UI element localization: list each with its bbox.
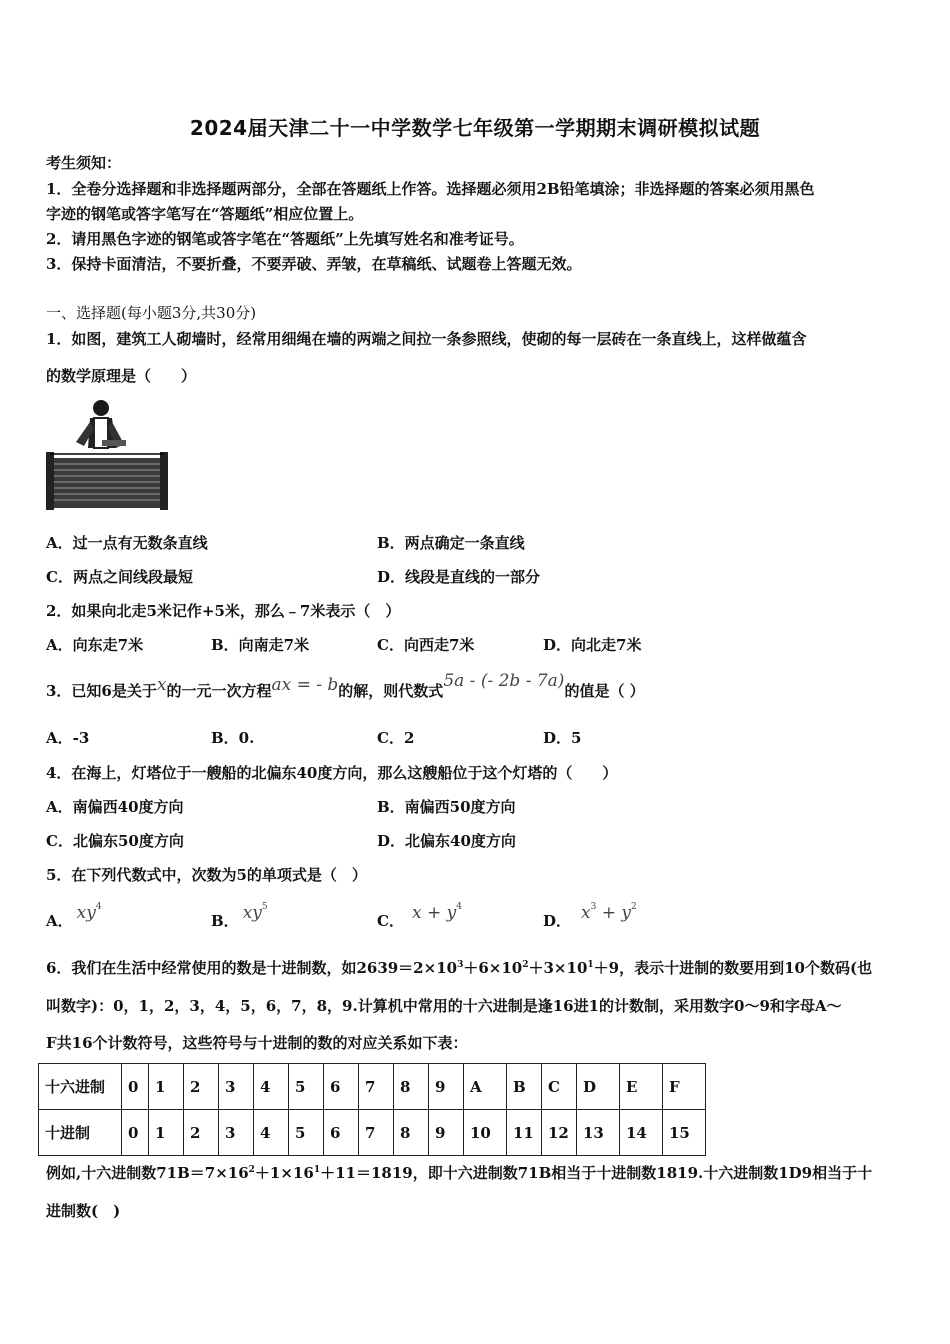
table-cell: F <box>663 1064 706 1110</box>
q2-stem: 2．如果向北走5米记作+5米，那么﹣7米表示（ ） <box>46 602 401 620</box>
table-cell: 4 <box>254 1110 289 1156</box>
q6-exponent-2: 2 <box>522 960 529 970</box>
q5-c-base: x + y <box>411 903 457 923</box>
q6-example-exponent-2: 1 <box>313 1165 321 1175</box>
table-cell: B <box>507 1064 542 1110</box>
q5-a-base: xy <box>76 903 96 923</box>
q6-stem-line3: F共16个计数符号，这些符号与十进制的数的对应关系如下表： <box>46 1034 468 1052</box>
q3-option-b: B．0. <box>211 729 255 747</box>
table-cell: 1 <box>149 1064 184 1110</box>
table-cell: 7 <box>359 1110 394 1156</box>
q3-text-3: 的解，则代数式 <box>338 682 444 700</box>
table-cell: 2 <box>184 1064 219 1110</box>
table-cell: D <box>577 1064 620 1110</box>
q6-example-line <box>46 1162 872 1183</box>
q1-stem-line1: 1．如图，建筑工人砌墙时，经常用细绳在墙的两端之间拉一条参照线，使砌的每一层砖在一条直线上，这样做蕴含 <box>46 330 807 348</box>
q4-option-c: C．北偏东50度方向 <box>46 832 184 850</box>
table-cell: 十六进制 <box>39 1064 122 1110</box>
q6-stem-line2: 叫数字)：0，1，2，3，4，5，6，7，8，9.计算机中常用的十六进制是逢16进1的计数制，采用数字0～9和字母A～ <box>46 997 842 1015</box>
q5-option-b-expr <box>243 903 268 923</box>
q5-option-a <box>46 902 102 931</box>
table-cell: 6 <box>324 1064 359 1110</box>
section-heading: 一、选择题(每小题3分,共30分) <box>46 304 257 322</box>
table-cell: A <box>464 1064 507 1110</box>
q6-example-text-3: ＋11＝1819，即十六进制数71B相当于十进制数1819.十六进制数1D9相当于十 <box>320 1164 873 1182</box>
table-cell: 3 <box>219 1064 254 1110</box>
table-cell: 8 <box>394 1064 429 1110</box>
q2-option-d: D．向北走7米 <box>543 636 642 654</box>
q6-stem-line1 <box>46 957 872 978</box>
q6-text-3: ＋3×10 <box>528 959 588 977</box>
q2-option-c: C．向西走7米 <box>377 636 475 654</box>
table-cell: 13 <box>577 1110 620 1156</box>
table-cell: 7 <box>359 1064 394 1110</box>
q3-stem <box>46 671 645 701</box>
table-cell: 14 <box>620 1110 663 1156</box>
q6-example-exponent-1: 2 <box>248 1165 255 1175</box>
table-cell: 12 <box>542 1110 577 1156</box>
table-cell: 15 <box>663 1110 706 1156</box>
q5-stem: 5．在下列代数式中，次数为5的单项式是（ ） <box>46 866 367 884</box>
hex-decimal-table <box>38 1063 706 1156</box>
q6-text-1: 6．我们在生活中经常使用的数是十进制数，如2639＝2×10 <box>46 959 458 977</box>
q5-d-exponent-1: 3 <box>590 902 597 912</box>
table-cell: 10 <box>464 1110 507 1156</box>
q3-text-2: 的一元一次方程 <box>166 682 272 700</box>
table-cell: 5 <box>289 1110 324 1156</box>
table-cell: 5 <box>289 1064 324 1110</box>
notice-heading: 考生须知： <box>46 154 122 172</box>
table-cell: 11 <box>507 1110 542 1156</box>
q5-option-d <box>543 902 637 931</box>
q3-option-c: C．2 <box>377 729 415 747</box>
q4-stem: 4．在海上，灯塔位于一艘船的北偏东40度方向，那么这艘船位于这个灯塔的（ ） <box>46 764 618 782</box>
table-cell: 4 <box>254 1064 289 1110</box>
q5-c-exponent: 4 <box>456 902 462 912</box>
q5-d-plus-y: + y <box>596 903 631 923</box>
table-cell: 十进制 <box>39 1110 122 1156</box>
q6-exponent-1: 3 <box>457 960 464 970</box>
q4-option-a: A．南偏西40度方向 <box>46 798 184 816</box>
q5-option-c-label: C． <box>377 912 404 930</box>
q3-option-d: D．5 <box>543 729 582 747</box>
q3-text-1: 3．已知6是关于 <box>46 682 157 700</box>
q6-example-text-1: 例如,十六进制数71B＝7×16 <box>46 1164 249 1182</box>
notice-item: 2．请用黑色字迹的钢笔或答字笔在“答题纸”上先填写姓名和准考证号。 <box>46 230 524 248</box>
table-cell: 3 <box>219 1110 254 1156</box>
q5-d-exponent-2: 2 <box>631 902 637 912</box>
table-cell: 6 <box>324 1110 359 1156</box>
q3-text-4: 的值是（ ） <box>564 682 645 700</box>
q6-text-2: ＋6×10 <box>463 959 523 977</box>
q5-b-base: xy <box>242 903 262 923</box>
table-cell: 0 <box>122 1110 149 1156</box>
q5-b-exponent: 5 <box>261 902 268 912</box>
q3-expression: 5a - (- 2b - 7a) <box>443 671 565 691</box>
q5-option-b-label: B． <box>211 912 239 930</box>
table-row-decimal <box>39 1110 706 1156</box>
q1-option-d: D．线段是直线的一部分 <box>377 568 541 586</box>
q3-variable: x <box>156 675 167 695</box>
q5-option-b <box>211 902 268 931</box>
table-cell: 8 <box>394 1110 429 1156</box>
q6-question-end: 进制数( ) <box>46 1202 121 1220</box>
table-cell: 0 <box>122 1064 149 1110</box>
q5-option-a-expr <box>77 903 102 923</box>
table-row-hex <box>39 1064 706 1110</box>
table-cell: 9 <box>429 1064 464 1110</box>
q2-option-b: B．向南走7米 <box>211 636 310 654</box>
q3-option-a: A．-3 <box>46 729 90 747</box>
q5-option-c <box>377 902 462 931</box>
q1-option-a: A．过一点有无数条直线 <box>46 534 208 552</box>
notice-item: 字迹的钢笔或答字笔写在“答题纸”相应位置上。 <box>46 205 364 223</box>
q4-option-d: D．北偏东40度方向 <box>377 832 516 850</box>
table-cell: E <box>620 1064 663 1110</box>
table-cell: 1 <box>149 1110 184 1156</box>
q6-text-4: ＋9，表示十进制的数要用到10个数码(也 <box>593 959 873 977</box>
q6-exponent-3: 1 <box>587 960 594 970</box>
q1-option-b: B．两点确定一条直线 <box>377 534 525 552</box>
q5-option-a-label: A． <box>46 912 73 930</box>
table-cell: 9 <box>429 1110 464 1156</box>
bricklayer-figure <box>46 398 171 511</box>
q4-option-b: B．南偏西50度方向 <box>377 798 516 816</box>
q1-stem-line2: 的数学原理是（ ） <box>46 367 197 385</box>
notice-item: 1．全卷分选择题和非选择题两部分，全部在答题纸上作答。选择题必须用2B铅笔填涂；非选择题的答案必须用黑色 <box>46 180 815 198</box>
notice-item: 3．保持卡面清洁，不要折叠，不要弄破、弄皱，在草稿纸、试题卷上答题无效。 <box>46 255 582 273</box>
q6-example-text-2: ＋1×16 <box>254 1164 314 1182</box>
q3-equation: ax = - b <box>271 675 339 695</box>
table-cell: C <box>542 1064 577 1110</box>
q5-d-base: x <box>581 903 591 923</box>
q5-option-d-expr <box>581 903 637 923</box>
q5-option-c-expr <box>412 903 462 923</box>
q5-a-exponent: 4 <box>95 902 102 912</box>
table-cell: 2 <box>184 1110 219 1156</box>
q1-option-c: C．两点之间线段最短 <box>46 568 193 586</box>
q2-option-a: A．向东走7米 <box>46 636 144 654</box>
page-title: 2024届天津二十一中学数学七年级第一学期期末调研模拟试题 <box>189 116 761 140</box>
q5-option-d-label: D． <box>543 912 572 930</box>
